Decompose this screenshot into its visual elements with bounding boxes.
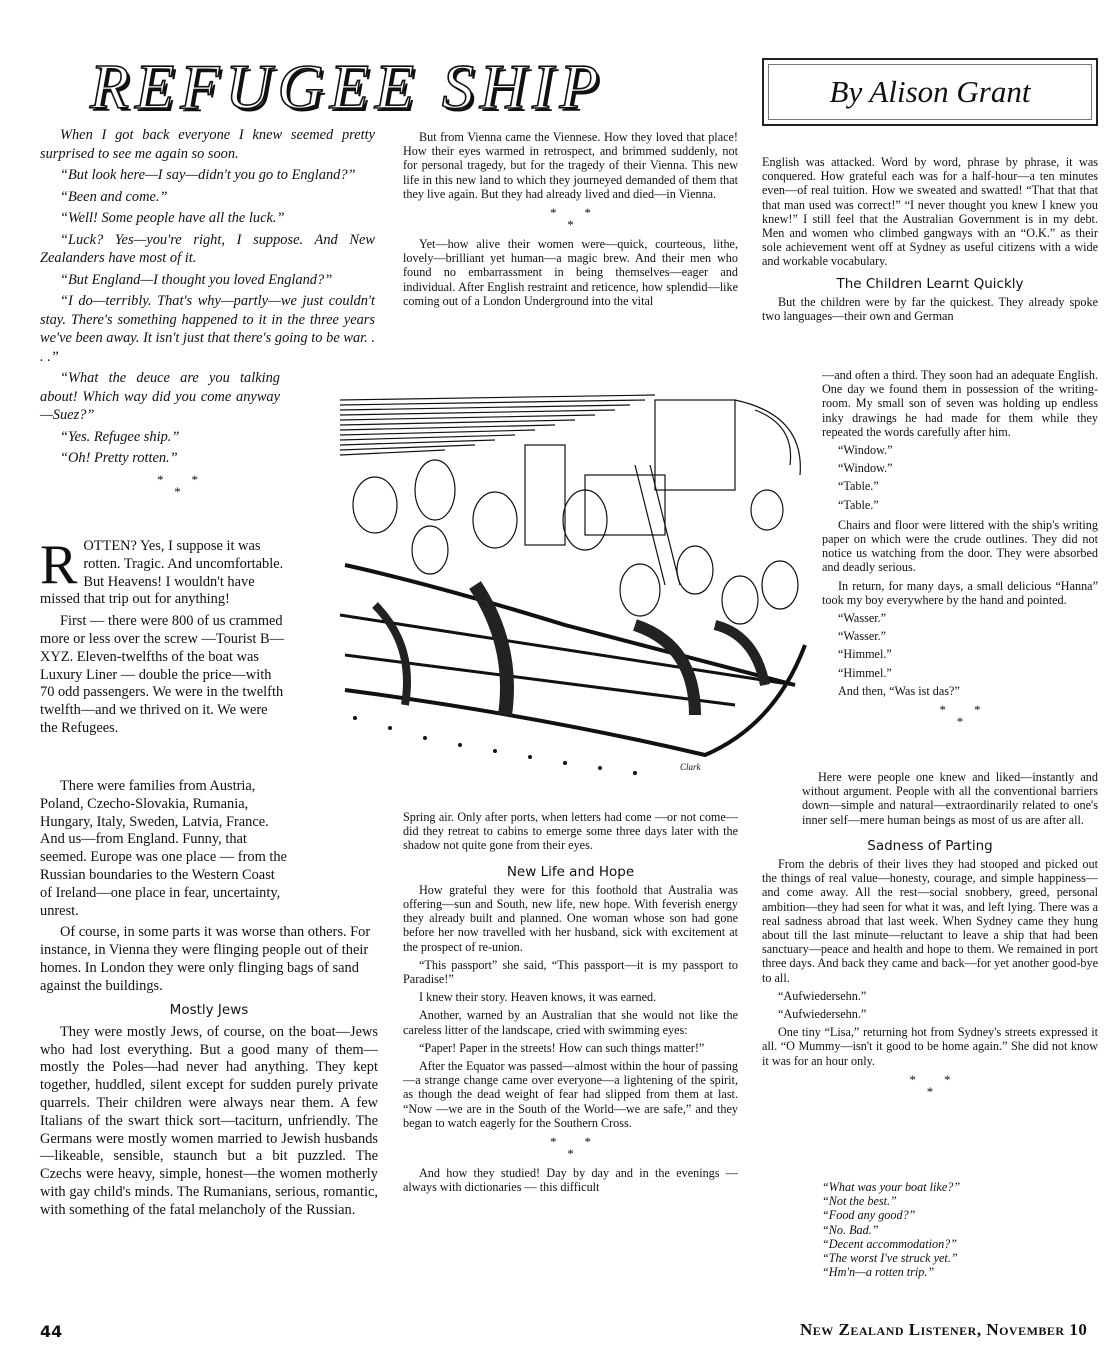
intro-line: “What the deuce are you talking about! Which way did you come anyway—Suez?” — [40, 370, 280, 423]
byline: By Alison Grant — [768, 64, 1092, 120]
paragraph: Here were people one knew and liked—instantly and without argument. People with all the conventional barriers down—simple and natural—extraordinarily related to one's inner self—mere human beings as most of us are after all. — [802, 770, 1098, 827]
intro-line: “But England—I thought you loved England?” — [60, 271, 333, 288]
paragraph: After the Equator was passed—almost within the hour of passing—a strange change came over everyone—a lightening of the spirit, as though the dead weight of fear had slipped from them at last. “Now —we are in the South of the World—we are safe,” and they began to watch eagerly for the Southern Cross. — [403, 1059, 738, 1130]
opening-paragraph: ROTTEN? Yes, I suppose it was rotten. Tragic. And uncomfortable. But Heavens! I wouldn't have missed that trip out for anything! — [40, 534, 284, 608]
dialogue-line: “Hm'n—a rotten trip.” — [822, 1265, 935, 1280]
paragraph: But the children were by far the quickest. They already spoke two languages—their own and German — [762, 294, 1098, 324]
intro-line: “I do—terribly. That's why—partly—we just couldn't stay. There's something happened to it in the three years we've been away. It isn't just that there's going to be war. . . .” — [40, 293, 375, 365]
column-2-bottom — [403, 810, 738, 1198]
paragraph: First — there were 800 of us crammed more or less over the screw —Tourist B—XYZ. Eleven-twelfths of the boat was Luxury Liner — double the price—with 70 odd passengers. We were in the twelfth twelfth—and we thrived on it. We were the Refugees. — [40, 613, 284, 736]
word-line: “Wasser.” — [838, 611, 887, 626]
word-line: “Window.” — [838, 443, 893, 458]
paragraph: From the debris of their lives they had stooped and picked out the things of real value—honesty, courage, and simple happiness—and come away. All the rest—social snobbery, greed, personal ambition—they had seen for what it was, and left lying. There was a real sadness abroad that last week. When Sydney came they hung about till the last minute—reluctant to leave a ship that had been sanctuary—peace and health and hope to them. We remained in port three days. And back they came and back—for yet another good-bye to all. — [762, 857, 1098, 985]
section-separator: ** * — [939, 702, 1009, 730]
dialogue-line: “No. Bad.” — [822, 1222, 879, 1237]
paragraph: Another, warned by an Australian that she would not like the careless litter of the landscape, cried with swimming eyes: — [403, 1008, 738, 1037]
section-separator: ** * — [157, 471, 226, 499]
paragraph: —and often a third. They soon had an adequate English. One day we found them in possession of the writing-room. My small son of seven was holding up endless inky drawings he had made for them while they repeated the words carefully after him. — [822, 368, 1098, 439]
artist-signature: Clark — [680, 762, 701, 772]
paragraph: And then, “Was ist das?” — [838, 683, 960, 698]
paragraph: English was attacked. Word by word, phrase by phrase, it was conquered. How grateful each was for a half-hour—a ten minutes even—of real tuition. How we sweated and swatted! “That that that that man used was correct!” “I never thought you knew I knew you knew!” I still feel that the Australian Government is in my debt. Men and women who climbed gangways with an “O.K.” as their sole achievement went off at Sydney as useful citizens with a wide and workable vocabulary. — [762, 155, 1098, 269]
word-line: “Himmel.” — [838, 665, 892, 680]
deck-awning-hatching — [340, 395, 655, 455]
dialogue-line: “What was your boat like?” — [822, 1180, 961, 1194]
column-3-bottom — [762, 770, 1098, 1104]
word-line: “Aufwiedersehn.” — [778, 988, 867, 1003]
paragraph: “This passport” she said, “This passport—it is my passport to Paradise!” — [403, 957, 738, 987]
dialogue-line: “The worst I've struck yet.” — [822, 1251, 958, 1266]
closing-dialogue — [822, 1180, 1082, 1279]
intro-line: When I got back everyone I knew seemed pretty surprised to see me again so soon. — [40, 127, 375, 162]
word-line: “Wasser.” — [838, 629, 887, 644]
paragraph: There were families from Austria, Poland, Czecho-Slovakia, Rumania, Hungary, Italy, Sweden, Latvia, France. And us—from England. Funny, that seemed. Europe was one place — from the Russian boundaries to the Western Coast of Ireland—one place in fear, uncertainty, unrest. — [40, 778, 287, 919]
intro-line: “Yes. Refugee ship.” — [60, 428, 180, 445]
intro-line: “Luck? Yes—you're right, I suppose. And New Zealanders have most of it. — [40, 231, 375, 266]
column-1-section — [40, 998, 378, 1220]
column-1-body — [40, 534, 288, 742]
section-heading: The Children Learnt Quickly — [836, 275, 1024, 292]
word-line: “Table.” — [838, 479, 879, 494]
column-3-top — [762, 155, 1098, 323]
paragraph: In return, for many days, a small delicious “Hanna” took my boy everywhere by the hand and pointed. — [822, 578, 1098, 607]
paragraph: How grateful they were for this foothold that Australia was offering—sun and South, new life, new hope. With feverish energy they already built and planned. One woman whose son had gone before her now travelled with her husband, sick with excitement at the prospect of re-union. — [403, 882, 738, 954]
paragraph: Chairs and floor were littered with the ship's writing paper on which were the crude outlines. They did not notice us watching from the door. They were absorbed and deadly serious. — [822, 517, 1098, 575]
section-separator: ** * — [550, 205, 619, 233]
paragraph: They were mostly Jews, of course, on the boat—Jews who had lost everything. But a good many of them—mostly the Poles—had never had anything. They kept together, huddled, silent except for sudden purely private quarrels. Their children were always near them. A few Italians of the swart thick sort—taciturn, unfriendly. The Germans were mostly women married to Jewish husbands—likeable, sensible, staunch but a bit puzzled. The Czechs were heavy, simple, honest—the women motherly with gay child's minds. The Rumanians, serious, romantic, with something of the fatal melancholy of the Russian. — [40, 1023, 378, 1218]
column-3-middle — [822, 368, 1098, 734]
section-heading: New Life and Hope — [506, 863, 635, 880]
article-title: REFUGEE SHIP — [90, 51, 605, 122]
page-number: 44 — [40, 1322, 63, 1341]
refugees-illustration — [335, 385, 810, 780]
word-line: “Table.” — [838, 497, 879, 512]
paragraph: Spring air. Only after ports, when letters had come —or not come—did they retreat to cabins to emerge some three days later with the shadow not quite gone from their eyes. — [403, 810, 738, 853]
section-separator: ** * — [909, 1071, 979, 1099]
paragraph: Yet—how alive their women were—quick, courteous, lithe, lovely—brilliant yet human—a magic brew. And their men who found no embarrassment in being themselves—eager and individual. After English restraint and reticence, how splendid—like coming out of a London Underground into the vital — [403, 237, 738, 308]
intro-line: “Been and come.” — [60, 188, 168, 205]
dialogue-line: “Decent accommodation?” — [822, 1236, 958, 1251]
section-heading: Sadness of Parting — [867, 837, 993, 854]
paragraph: “Paper! Paper in the streets! How can such things matter!” — [419, 1040, 705, 1055]
dialogue-line: “Food any good?” — [822, 1208, 916, 1223]
paragraph: And how they studied! Day by day and in the evenings — always with dictionaries — this difficult — [403, 1166, 738, 1195]
section-heading: Mostly Jews — [169, 1002, 249, 1018]
dialogue-line: “Not the best.” — [822, 1194, 897, 1209]
paragraph: Of course, in some parts it was worse than others. For instance, in Vienna they were flinging people out of their homes. In London they were only flinging bags of sand against the buildings. — [40, 924, 371, 994]
paragraph: I knew their story. Heaven knows, it was earned. — [419, 990, 657, 1005]
publication-footer: New Zealand Listener, November 10 — [800, 1320, 1088, 1339]
column-1-body-lower — [40, 778, 378, 1000]
intro-line: “Oh! Pretty rotten.” — [60, 450, 178, 466]
paragraph: But from Vienna came the Viennese. How they loved that place! How their eyes warmed in retrospect, and brimmed suddenly, not for personal tragedy, but for the tragedy of their Vienna. This new life in this new land to which they journeyed demanded of them that they live again. But they had already lived and died—in Vienna. — [403, 130, 738, 201]
byline-box — [762, 58, 1098, 126]
column-2-top — [403, 130, 738, 310]
word-line: “Himmel.” — [838, 647, 892, 662]
paragraph: One tiny “Lisa,” returning hot from Sydney's streets expressed it all. “O Mummy—isn't it good to be home again.” She did not know it was for an hour only. — [762, 1025, 1098, 1068]
intro-line: “But look here—I say—didn't you go to England?” — [60, 167, 356, 183]
intro-line: “Well! Some people have all the luck.” — [60, 210, 285, 226]
intro-dialogue — [40, 126, 375, 504]
word-line: “Aufwiedersehn.” — [778, 1007, 867, 1022]
word-line: “Window.” — [838, 461, 893, 476]
section-separator: ** * — [550, 1134, 619, 1162]
drop-cap: R — [40, 534, 78, 596]
